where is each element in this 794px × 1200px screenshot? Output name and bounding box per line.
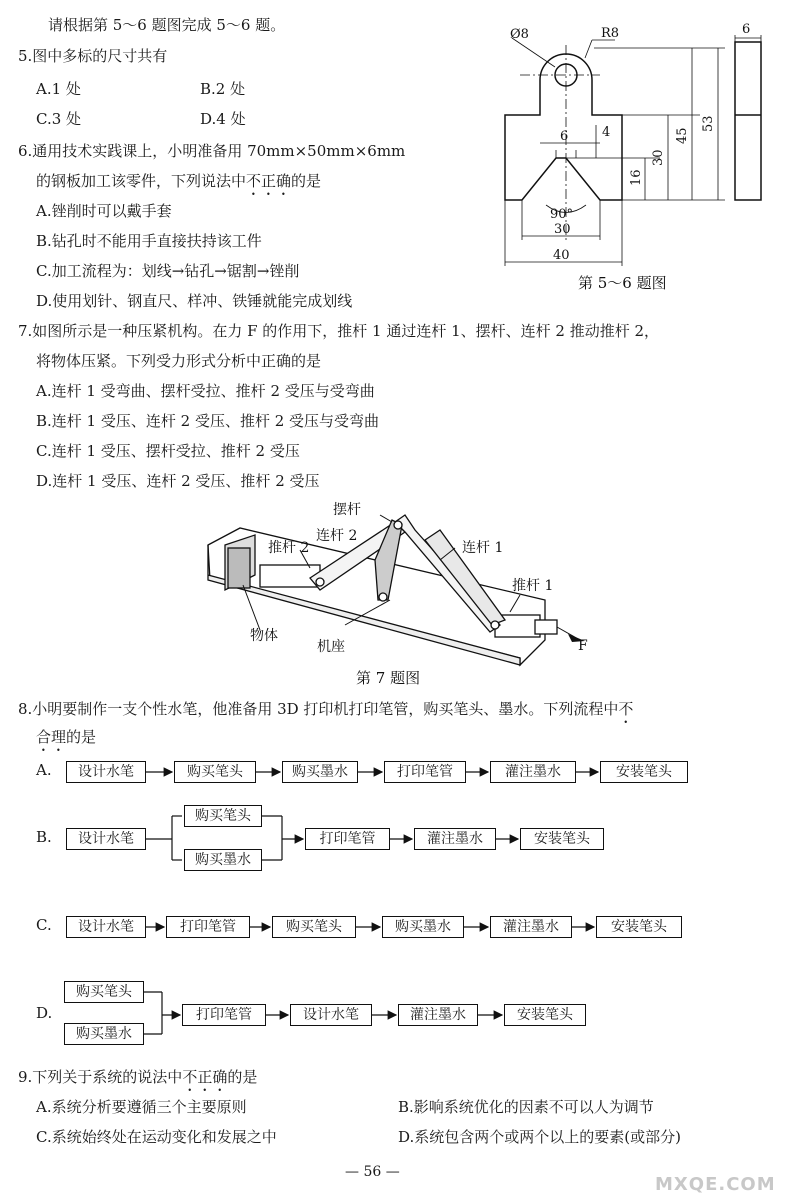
dim-height-30: 30 xyxy=(651,149,666,166)
page-number: — 56 — xyxy=(345,1164,400,1180)
intro-text: 请根据第 5～6 题图完成 5～6 题。 xyxy=(48,16,286,34)
label-liangan1: 连杆 1 xyxy=(462,540,504,556)
q7-option-c: C.连杆 1 受压、摆杆受拉、推杆 2 受压 xyxy=(36,442,300,460)
dim-height-16: 16 xyxy=(629,169,644,186)
q9-emphasis: 不正确 xyxy=(182,1068,228,1086)
q5-stem: 5.图中多标的尺寸共有 xyxy=(18,47,168,65)
q7-option-a: A.连杆 1 受弯曲、摆杆受拉、推杆 2 受压与受弯曲 xyxy=(36,382,375,400)
dim-depth-4: 4 xyxy=(602,125,611,140)
q5-option-d: D.4 处 xyxy=(200,110,246,128)
q8-stem-tail: 的是 xyxy=(66,728,97,746)
label-jizuo: 机座 xyxy=(317,639,345,655)
q9-stem xyxy=(18,1066,257,1095)
watermark-logo: MXQE.COM xyxy=(655,1174,776,1195)
q6-option-b: B.钻孔时不能用手直接扶持该工件 xyxy=(36,232,262,250)
flow-c-step-5: 灌注墨水 xyxy=(490,916,572,938)
dim-angle-90: 90° xyxy=(550,207,574,222)
q5-option-a: A.1 处 xyxy=(36,80,81,98)
q8-option-d-letter: D. xyxy=(36,1004,53,1022)
q7-stem-line2: 将物体压紧。下列受力形式分析中正确的是 xyxy=(36,352,322,370)
flow-d-parallel-1: 购买笔头 xyxy=(64,981,144,1003)
dim-diameter-8: Ø8 xyxy=(510,27,529,42)
q7-option-b: B.连杆 1 受压、连杆 2 受压、推杆 2 受压与受弯曲 xyxy=(36,412,380,430)
q9-stem-tail: 的是 xyxy=(227,1068,258,1086)
flow-d-step-5: 灌注墨水 xyxy=(398,1004,478,1026)
flow-d-step-4: 设计水笔 xyxy=(290,1004,372,1026)
flow-b-parallel-1: 购买笔头 xyxy=(184,805,262,827)
label-baigan: 摆杆 xyxy=(333,502,361,518)
q9-option-a: A.系统分析要遵循三个主要原则 xyxy=(36,1098,247,1116)
flow-b-parallel-2: 购买墨水 xyxy=(184,849,262,871)
label-force: F xyxy=(578,638,588,654)
flow-b-start: 设计水笔 xyxy=(66,828,146,850)
q6-option-d: D.使用划针、钢直尺、样冲、铁锤就能完成划线 xyxy=(36,292,353,310)
flow-c-step-4: 购买墨水 xyxy=(382,916,464,938)
q8-emphasis-1: 不 xyxy=(618,700,634,718)
dim-thickness-6: 6 xyxy=(742,22,751,37)
flow-b-step-6: 安装笔头 xyxy=(520,828,604,850)
label-tuigan2: 推杆 2 xyxy=(268,540,310,556)
q9-option-d: D.系统包含两个或两个以上的要素(或部分) xyxy=(398,1128,681,1146)
q7-option-d: D.连杆 1 受压、连杆 2 受压、推杆 2 受压 xyxy=(36,472,320,490)
q5-option-b: B.2 处 xyxy=(200,80,246,98)
flow-d-step-3: 打印笔管 xyxy=(182,1004,266,1026)
q8-option-a-letter: A. xyxy=(36,761,52,779)
label-tuigan1: 推杆 1 xyxy=(512,578,554,594)
q6-stem-text: 的钢板加工该零件，下列说法中 xyxy=(36,172,247,190)
flow-c-step-2: 打印笔管 xyxy=(166,916,250,938)
q6-option-c: C.加工流程为：划线→钻孔→锯割→锉削 xyxy=(36,262,300,280)
flow-a-step-6: 安装笔头 xyxy=(600,761,688,783)
flow-a-step-1: 设计水笔 xyxy=(66,761,146,783)
dim-width-30: 30 xyxy=(554,222,571,237)
q8-option-c-letter: C. xyxy=(36,916,52,934)
flow-a-step-5: 灌注墨水 xyxy=(490,761,576,783)
q9-option-b: B.影响系统优化的因素不可以人为调节 xyxy=(398,1098,654,1116)
q7-stem-line1: 7.如图所示是一种压紧机构。在力 F 的作用下，推杆 1 通过连杆 1、摆杆、连杆 2 推动推杆 2， xyxy=(18,322,660,340)
q9-stem-text: 9.下列关于系统的说法中 xyxy=(18,1068,183,1086)
q8-option-b-letter: B. xyxy=(36,828,52,846)
label-wuti: 物体 xyxy=(250,628,278,644)
flow-b-step-5: 灌注墨水 xyxy=(414,828,496,850)
flow-a-step-3: 购买墨水 xyxy=(282,761,358,783)
q6-option-a: A.锉削时可以戴手套 xyxy=(36,202,172,220)
flow-d-parallel-2: 购买墨水 xyxy=(64,1023,144,1045)
flow-d-step-6: 安装笔头 xyxy=(504,1004,586,1026)
label-liangan2: 连杆 2 xyxy=(316,528,358,544)
flow-c-step-1: 设计水笔 xyxy=(66,916,146,938)
dim-slot-6: 6 xyxy=(560,129,569,144)
q6-emphasis: 不正确 xyxy=(246,172,292,190)
q6-stem-tail: 的是 xyxy=(291,172,322,190)
dim-height-53: 53 xyxy=(701,115,716,132)
flow-b-step-4: 打印笔管 xyxy=(305,828,390,850)
flow-a-step-4: 打印笔管 xyxy=(384,761,466,783)
dim-radius-8: R8 xyxy=(601,26,620,41)
flow-c-step-6: 安装笔头 xyxy=(596,916,682,938)
q8-emphasis-2: 合理 xyxy=(36,728,67,746)
dim-height-45: 45 xyxy=(675,127,690,144)
flow-a-step-2: 购买笔头 xyxy=(174,761,256,783)
q8-stem-text: 8.小明要制作一支个性水笔，他准备用 3D 打印机打印笔管，购买笔头、墨水。下列流程中 xyxy=(18,700,619,718)
q9-option-c: C.系统始终处在运动变化和发展之中 xyxy=(36,1128,277,1146)
flow-c-step-3: 购买笔头 xyxy=(272,916,356,938)
dim-width-40: 40 xyxy=(553,248,570,263)
figure-7-caption: 第 7 题图 xyxy=(356,669,421,687)
figure-5-6-caption: 第 5～6 题图 xyxy=(578,274,667,292)
q5-option-c: C.3 处 xyxy=(36,110,82,128)
q6-stem-line1: 6.通用技术实践课上，小明准备用 70mm×50mm×6mm xyxy=(18,142,406,160)
